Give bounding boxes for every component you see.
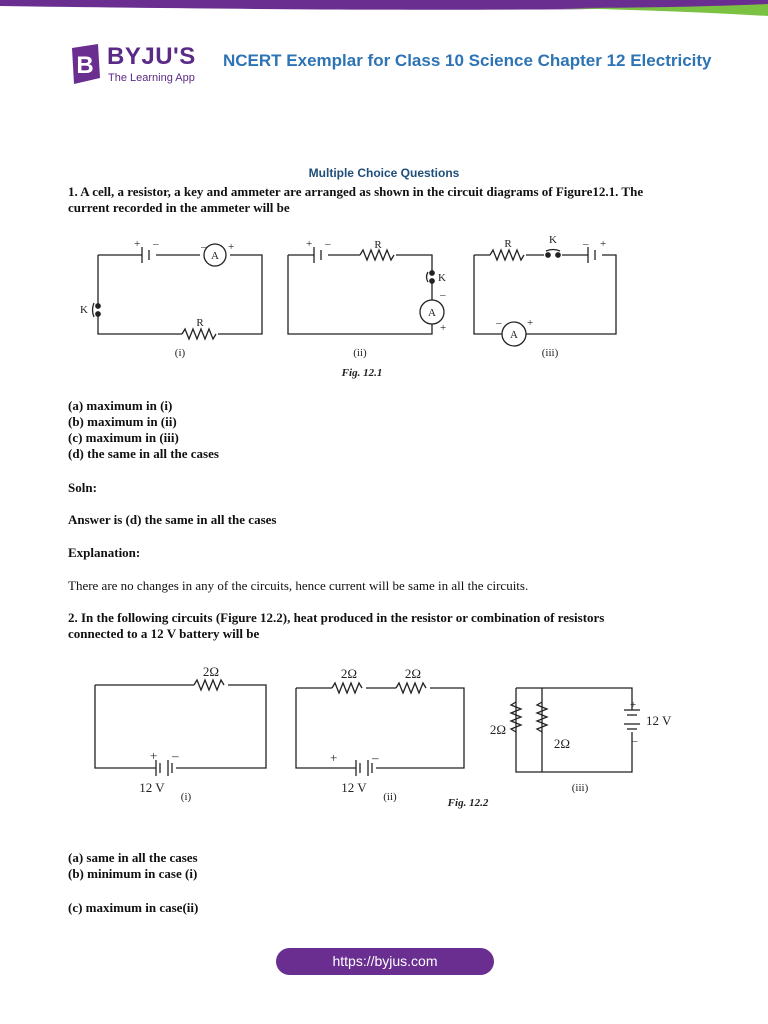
- fig2-sub-i: (i): [180, 791, 192, 803]
- fig1-ii-minus: –: [325, 238, 331, 250]
- section-heading: Multiple Choice Questions: [308, 166, 460, 180]
- fig1-iii-ammeter-label: A: [510, 329, 518, 341]
- fig1-i-key-label: K: [80, 304, 88, 316]
- fig1-sub-iii: (iii): [541, 347, 559, 359]
- fig1-ii-ammeter-label: A: [428, 307, 436, 319]
- fig1-iii-key-label: K: [549, 234, 557, 246]
- question-2-line-1: 2. In the following circuits (Figure 12.2), heat produced in the resistor or combination of resistors: [68, 610, 605, 625]
- fig2-ii-battery-label: 12 V: [341, 780, 367, 795]
- fig1-i-ammeter-minus: –: [201, 241, 207, 253]
- fig2-ii-minus: –: [372, 750, 379, 765]
- fig2-sub-iii: (iii): [571, 782, 589, 794]
- fig1-iii-minus: –: [583, 238, 589, 250]
- fig2-i-minus: –: [172, 748, 179, 763]
- fig1-i-resistor-label: R: [196, 317, 204, 329]
- footer-url-link[interactable]: https://byjus.com: [276, 948, 494, 975]
- fig1-ii-key-label: K: [438, 272, 446, 284]
- fig2-iii-plus: +: [630, 699, 637, 711]
- question-1-line-1: 1. A cell, a resistor, a key and ammeter are arranged as shown in the circuit diagrams of Figure12.1. The: [68, 184, 644, 199]
- figure-12-1: [70, 228, 670, 383]
- figure-12-2: [90, 660, 690, 810]
- fig2-caption: Fig. 12.2: [447, 797, 489, 809]
- q1-option-c: (c) maximum in (iii): [68, 430, 179, 445]
- q1-explanation: There are no changes in any of the circuits, hence current will be same in all the circuits.: [68, 578, 529, 593]
- fig1-i-minus: –: [153, 238, 159, 250]
- q1-option-d: (d) the same in all the cases: [68, 446, 219, 461]
- q2-option-a: (a) same in all the cases: [68, 850, 198, 865]
- fig1-i-ammeter-label: A: [211, 250, 219, 262]
- fig2-ii-resistor-1-label: 2Ω: [340, 666, 358, 681]
- fig2-ii-resistor-2-label: 2Ω: [404, 666, 422, 681]
- fig1-iii-ammeter-minus: –: [496, 317, 502, 329]
- brand-name: BYJU'S: [107, 43, 196, 70]
- fig1-caption: Fig. 12.1: [341, 367, 383, 379]
- fig1-sub-i: (i): [174, 347, 186, 359]
- fig2-iii-battery-label: 12 V: [646, 713, 672, 728]
- question-1: [68, 184, 708, 216]
- q2-option-b: (b) minimum in case (i): [68, 866, 198, 881]
- brand-tagline: The Learning App: [108, 72, 195, 84]
- fig1-i-ammeter-plus: +: [228, 241, 235, 253]
- question-2-line-2: connected to a 12 V battery will be: [68, 626, 260, 641]
- fig1-iii-ammeter-plus: +: [527, 317, 534, 329]
- fig2-iii-resistor-2-label: 2Ω: [553, 736, 571, 751]
- fig2-i-battery-label: 12 V: [139, 780, 165, 795]
- svg-text:B: B: [76, 52, 94, 79]
- fig1-sub-ii: (ii): [353, 347, 367, 359]
- fig2-iii-minus: –: [632, 735, 638, 747]
- explanation-label: Explanation:: [68, 545, 141, 560]
- fig2-iii-resistor-1-label: 2Ω: [489, 722, 507, 737]
- fig1-iii-plus: +: [600, 238, 607, 250]
- q1-option-a: (a) maximum in (i): [68, 398, 173, 413]
- q2-option-c: (c) maximum in case(ii): [68, 900, 199, 915]
- question-1-line-2: current recorded in the ammeter will be: [68, 200, 290, 215]
- fig2-ii-plus: +: [330, 750, 338, 765]
- fig1-ii-ammeter-plus: +: [440, 322, 447, 334]
- q1-answer: Answer is (d) the same in all the cases: [68, 512, 277, 527]
- fig1-iii-resistor-label: R: [504, 238, 512, 250]
- byjus-logo-icon: [68, 44, 102, 84]
- fig1-ii-resistor-label: R: [374, 239, 382, 251]
- fig2-sub-ii: (ii): [383, 791, 397, 803]
- soln-label: Soln:: [68, 480, 97, 495]
- question-2: [68, 610, 708, 642]
- document-title: NCERT Exemplar for Class 10 Science Chapter 12 Electricity: [223, 51, 712, 70]
- q1-option-b: (b) maximum in (ii): [68, 414, 177, 429]
- fig1-ii-plus: +: [306, 238, 313, 250]
- fig1-i-plus: +: [134, 238, 141, 250]
- fig2-i-plus: +: [150, 748, 158, 763]
- fig1-ii-ammeter-minus: –: [440, 289, 446, 301]
- fig2-i-resistor-label: 2Ω: [202, 664, 220, 679]
- top-banner: [0, 0, 768, 20]
